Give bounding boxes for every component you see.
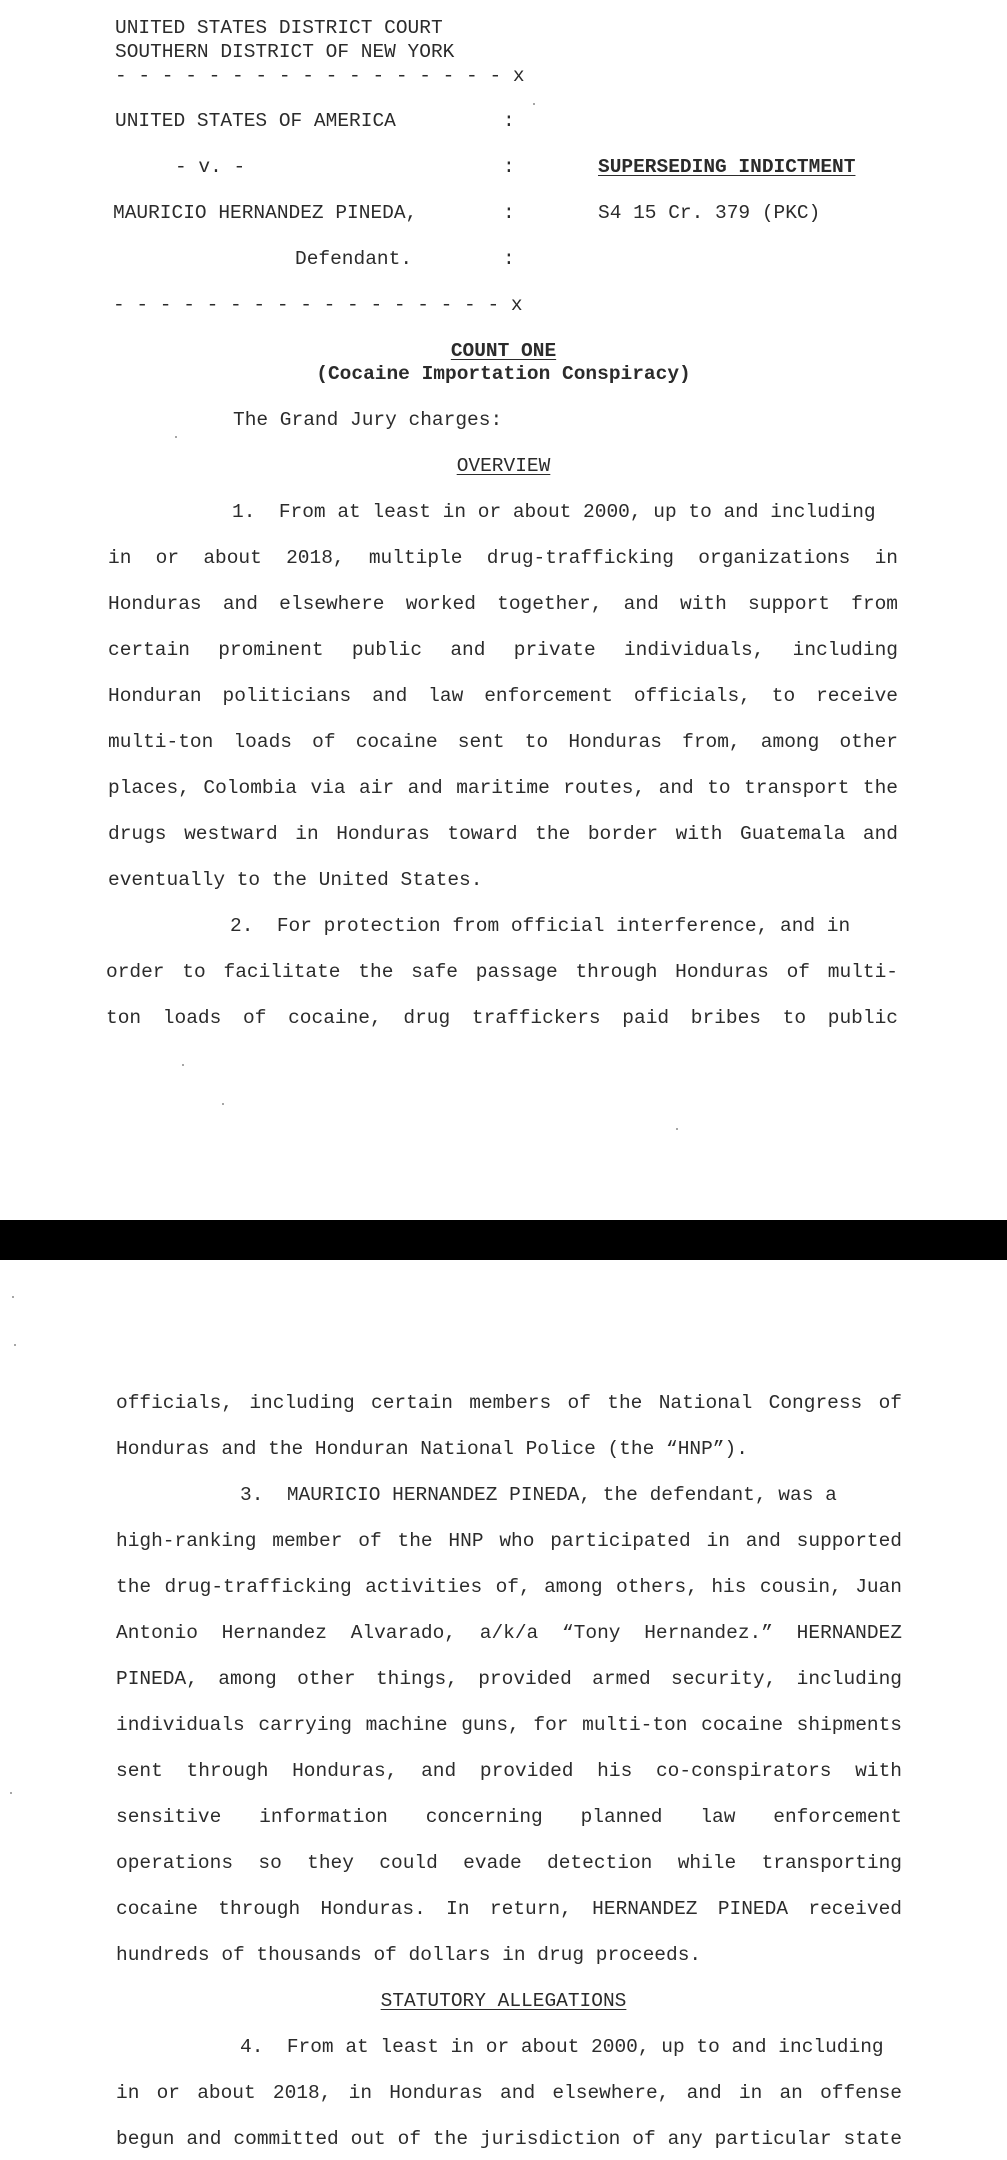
caption-colon: : bbox=[503, 110, 515, 132]
plaintiff-name: UNITED STATES OF AMERICA bbox=[115, 110, 396, 132]
count-heading: COUNT ONE bbox=[450, 340, 557, 362]
paragraph-line: sent through Honduras, and provided his co-conspirators with bbox=[116, 1760, 902, 1782]
paragraph-number: 2. bbox=[230, 915, 254, 937]
paragraph-line: Honduras and the Honduran National Police (the “HNP”). bbox=[116, 1438, 748, 1460]
scan-speck bbox=[12, 1296, 14, 1298]
paragraph-line: eventually to the United States. bbox=[108, 869, 483, 891]
paragraph-line: multi-ton loads of cocaine sent to Honduras from, among other bbox=[108, 731, 898, 753]
caption-colon: : bbox=[503, 248, 515, 270]
paragraph-number: 4. bbox=[240, 2036, 264, 2058]
paragraph-number: 3. bbox=[240, 1484, 264, 1506]
scan-speck bbox=[533, 103, 535, 105]
overview-heading: OVERVIEW bbox=[456, 455, 551, 477]
caption-rule-bottom: - - - - - - - - - - - - - - - - - x bbox=[113, 294, 523, 316]
page-break bbox=[0, 1220, 1007, 1260]
scan-speck bbox=[14, 1344, 16, 1346]
paragraph-line: cocaine through Honduras. In return, HERNANDEZ PINEDA received bbox=[116, 1898, 902, 1920]
paragraph-line: operations so they could evade detection while transporting bbox=[116, 1852, 902, 1874]
document-title: SUPERSEDING INDICTMENT bbox=[598, 156, 856, 178]
paragraph-line: From at least in or about 2000, up to and including bbox=[286, 2036, 884, 2058]
court-name-line2: SOUTHERN DISTRICT OF NEW YORK bbox=[115, 41, 455, 63]
statutory-allegations-heading: STATUTORY ALLEGATIONS bbox=[380, 1990, 627, 2012]
caption-rule-top: - - - - - - - - - - - - - - - - - x bbox=[115, 65, 525, 87]
count-subheading: (Cocaine Importation Conspiracy) bbox=[316, 363, 691, 385]
paragraph-line: begun and committed out of the jurisdiction of any particular state bbox=[116, 2128, 902, 2150]
paragraph-line: in or about 2018, in Honduras and elsewhere, and in an offense bbox=[116, 2082, 902, 2104]
scan-speck bbox=[175, 436, 177, 438]
paragraph-line: MAURICIO HERNANDEZ PINEDA, the defendant, was a bbox=[286, 1484, 837, 1506]
paragraph-line: Honduran politicians and law enforcement officials, to receive bbox=[108, 685, 898, 707]
paragraph-2-continued bbox=[116, 1380, 902, 1472]
scan-speck bbox=[10, 1792, 12, 1794]
scan-speck bbox=[676, 1128, 678, 1130]
paragraph-line: Antonio Hernandez Alvarado, a/k/a “Tony Hernandez.” HERNANDEZ bbox=[116, 1622, 902, 1644]
paragraph-line: From at least in or about 2000, up to and including bbox=[278, 501, 876, 523]
paragraph-1 bbox=[108, 489, 898, 903]
paragraph-line: individuals carrying machine guns, for multi-ton cocaine shipments bbox=[116, 1714, 902, 1736]
caption-colon: : bbox=[503, 202, 515, 224]
defendant-label: Defendant. bbox=[295, 248, 413, 270]
paragraph-line: hundreds of thousands of dollars in drug proceeds. bbox=[116, 1944, 702, 1966]
paragraph-line: in or about 2018, multiple drug-trafficking organizations in bbox=[108, 547, 898, 569]
versus-marker: - v. - bbox=[175, 156, 246, 178]
paragraph-line: order to facilitate the safe passage through Honduras of multi- bbox=[106, 961, 898, 983]
indictment-page-2 bbox=[0, 1260, 1007, 2160]
paragraph-line: the drug-trafficking activities of, among others, his cousin, Juan bbox=[116, 1576, 902, 1598]
paragraph-line: Honduras and elsewhere worked together, and with support from bbox=[108, 593, 898, 615]
case-number: S4 15 Cr. 379 (PKC) bbox=[598, 202, 821, 224]
paragraph-line: officials, including certain members of the National Congress of bbox=[116, 1392, 902, 1414]
paragraph-2 bbox=[106, 903, 898, 1041]
paragraph-line: sensitive information concerning planned law enforcement bbox=[116, 1806, 902, 1828]
defendant-name: MAURICIO HERNANDEZ PINEDA, bbox=[113, 202, 418, 224]
paragraph-number: 1. bbox=[232, 501, 256, 523]
paragraph-line: ton loads of cocaine, drug traffickers paid bribes to public bbox=[106, 1007, 898, 1029]
paragraph-line: PINEDA, among other things, provided armed security, including bbox=[116, 1668, 902, 1690]
paragraph-line: drugs westward in Honduras toward the border with Guatemala and bbox=[108, 823, 898, 845]
court-name-line1: UNITED STATES DISTRICT COURT bbox=[115, 17, 443, 39]
paragraph-line: places, Colombia via air and maritime routes, and to transport the bbox=[108, 777, 898, 799]
paragraph-line: For protection from official interference, and in bbox=[276, 915, 851, 937]
caption-colon: : bbox=[503, 156, 515, 178]
scan-speck bbox=[182, 1064, 184, 1066]
paragraph-3 bbox=[116, 1472, 902, 1978]
scan-speck bbox=[222, 1103, 224, 1105]
grand-jury-intro: The Grand Jury charges: bbox=[233, 409, 503, 431]
paragraph-line: certain prominent public and private individuals, including bbox=[108, 639, 898, 661]
paragraph-4 bbox=[116, 2024, 902, 2160]
paragraph-line: high-ranking member of the HNP who participated in and supported bbox=[116, 1530, 902, 1552]
